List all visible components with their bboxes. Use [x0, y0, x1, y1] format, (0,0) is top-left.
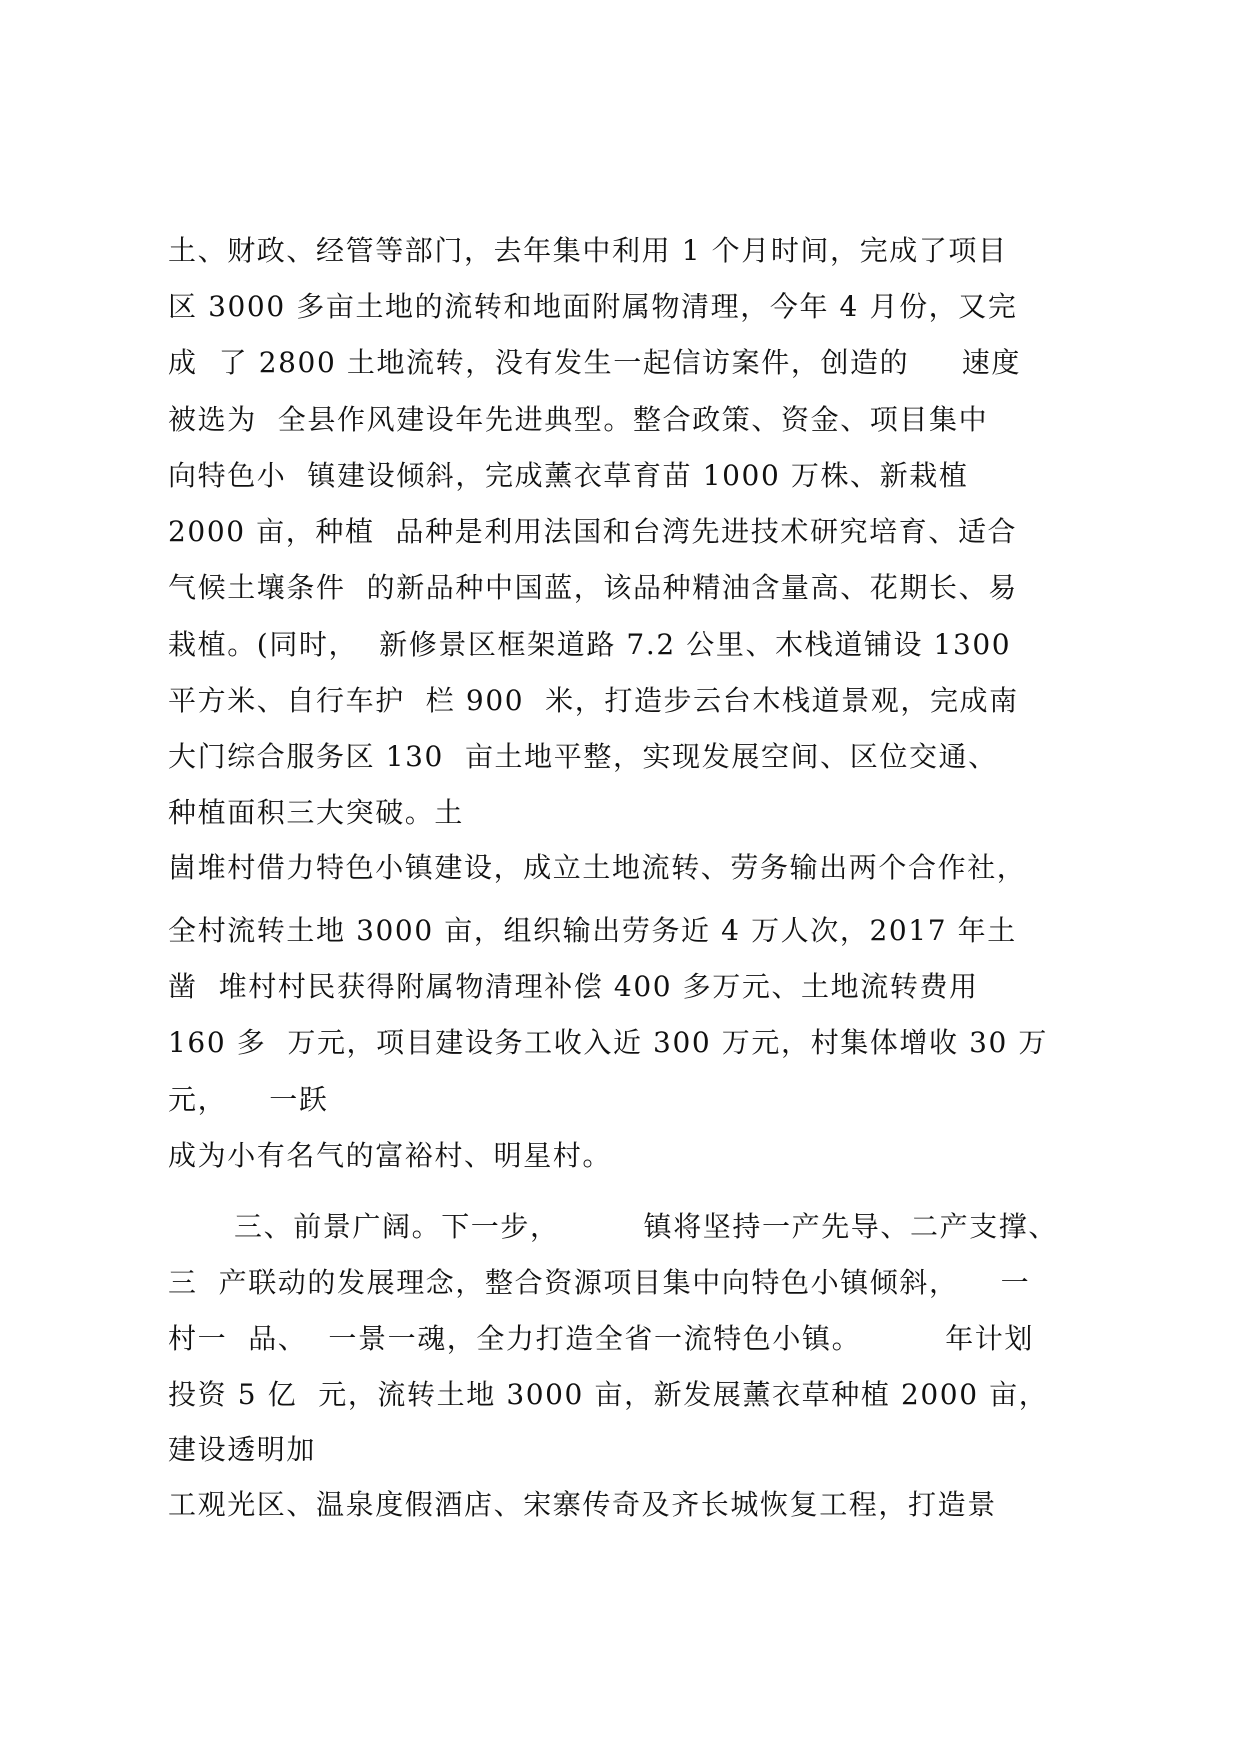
- paragraph-heading: 三、前景广阔。下一步， 镇将坚持一产先导、二产支撑、: [234, 1210, 1059, 1243]
- text-line: 平方米、自行车护 栏 900 米，打造步云台木栈道景观，完成南: [168, 684, 1019, 717]
- text-line: 三 产联动的发展理念，整合资源项目集中向特色小镇倾斜， 一: [168, 1266, 1031, 1299]
- text-line: 成为小有名气的富裕村、明星村。: [168, 1139, 613, 1172]
- text-line: 全村流转土地 3000 亩，组织输出劳务近 4 万人次，2017 年土: [168, 914, 1017, 947]
- text-line: 崮堆村借力特色小镇建设，成立土地流转、劳务输出两个合作社，: [168, 851, 1027, 884]
- text-line: 投资 5 亿 元，流转土地 3000 亩，新发展薰衣草种植 2000 亩，: [168, 1378, 1049, 1411]
- text-line: 成 了 2800 土地流转，没有发生一起信访案件，创造的 速度: [168, 346, 1021, 379]
- text-line: 村一 品、 一景一魂，全力打造全省一流特色小镇。 年计划: [168, 1322, 1035, 1355]
- text-line: 元， 一跃: [168, 1083, 329, 1116]
- text-line: 气候土壤条件 的新品种中国蓝，该品种精油含量高、花期长、易: [168, 571, 1018, 604]
- text-line: 凿 堆村村民获得附属物清理补偿 400 多万元、土地流转费用: [168, 970, 979, 1003]
- text-line: 建设透明加: [168, 1433, 317, 1466]
- text-line: 区 3000 多亩土地的流转和地面附属物清理，今年 4 月份，又完: [168, 290, 1018, 323]
- text-line: 大门综合服务区 130 亩土地平整，实现发展空间、区位交通、: [168, 740, 998, 773]
- text-line: 工观光区、温泉度假酒店、宋寨传奇及齐长城恢复工程，打造景: [168, 1488, 997, 1521]
- text-line: 种植面积三大突破。土: [168, 796, 465, 829]
- text-line: 2000 亩，种植 品种是利用法国和台湾先进技术研究培育、适合: [168, 515, 1018, 548]
- text-line: 栽植。(同时， 新修景区框架道路 7.2 公里、木栈道铺设 1300: [168, 628, 1012, 661]
- text-line: 土、财政、经管等部门，去年集中利用 1 个月时间，完成了项目: [168, 234, 1008, 267]
- text-line: 被选为 全县作风建设年先进典型。整合政策、资金、项目集中: [168, 403, 989, 436]
- text-line: 160 多 万元，项目建设务工收入近 300 万元，村集体增收 30 万: [168, 1026, 1049, 1059]
- text-line: 向特色小 镇建设倾斜，完成薰衣草育苗 1000 万株、新栽植: [168, 459, 969, 492]
